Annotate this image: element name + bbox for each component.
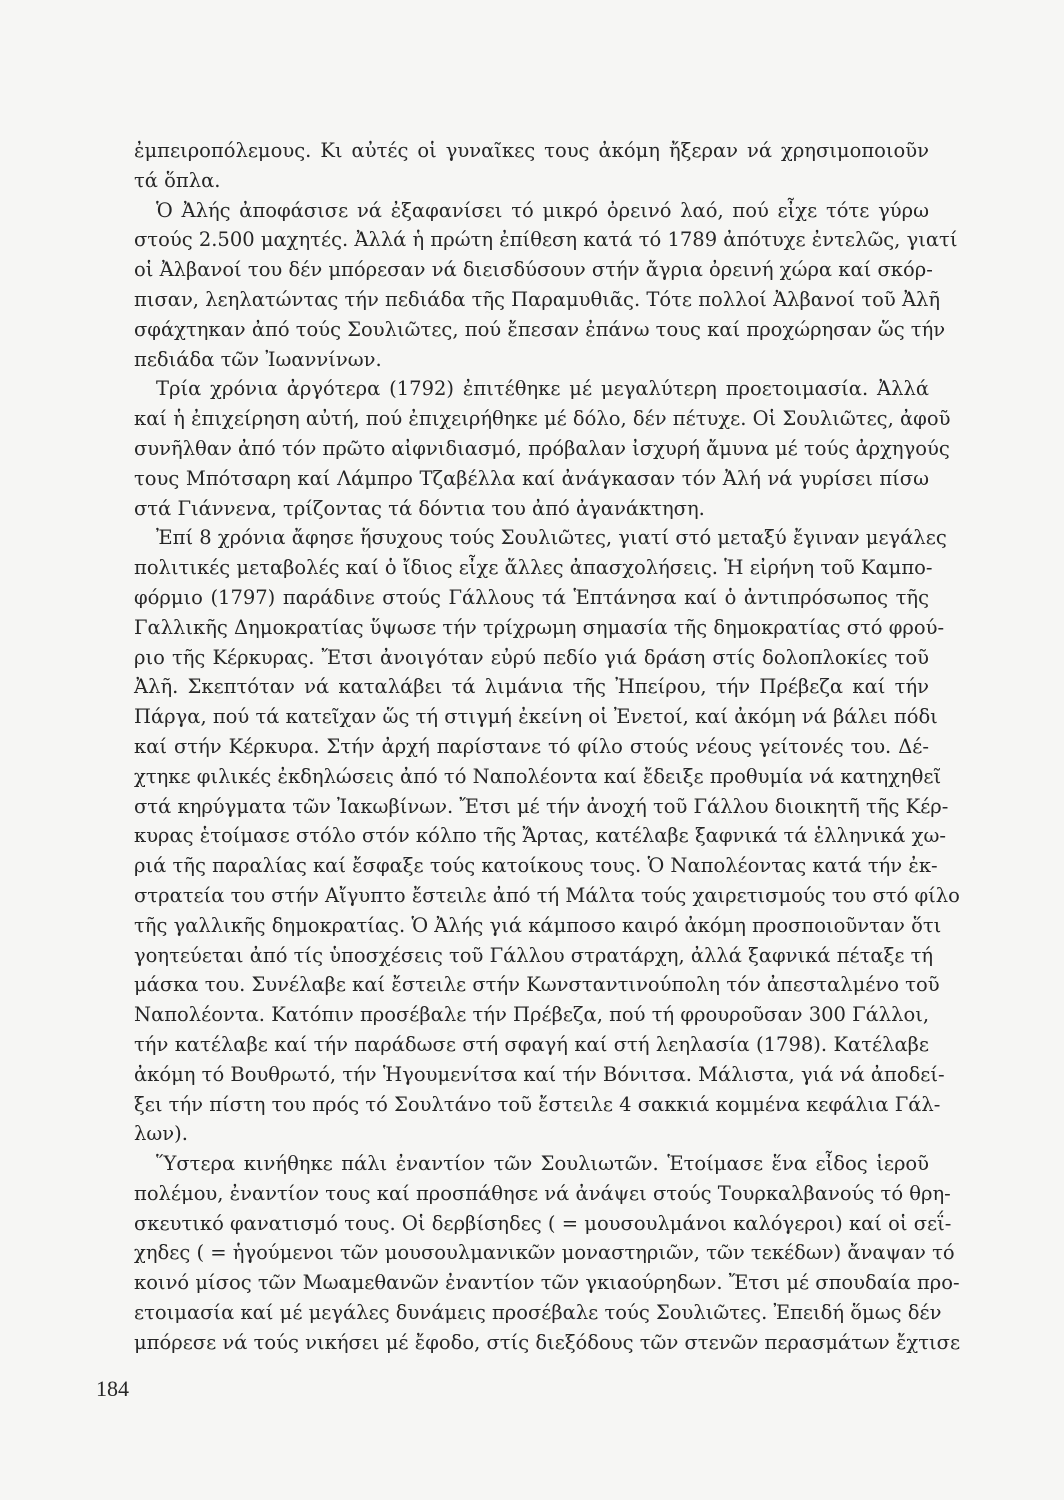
text-line: Ναπολέοντα. Κατόπιν προσέβαλε τήν Πρέβεζα, πού τή φρουροῦσαν 300 Γάλλοι, xyxy=(134,1003,930,1027)
text-line: Ἀλῆ. Σκεπτόταν νά καταλάβει τά λιμάνια τῆς Ἠπείρου, τήν Πρέβεζα καί τήν xyxy=(134,675,929,699)
text-line: πολιτικές μεταβολές καί ὁ ἴδιος εἶχε ἄλλες ἀπασχολήσεις. Ἡ εἰρήνη τοῦ Καμπο- xyxy=(134,556,933,580)
text-line: στρατεία του στήν Αἴγυπτο ἔστειλε ἀπό τή Μάλτα τούς χαιρετισμούς του στό φίλο xyxy=(134,883,960,907)
text-line: τῆς γαλλικῆς δημοκρατίας. Ὁ Ἀλής γιά κάμποσο καιρό ἀκόμη προσποιοῦνταν ὅτι xyxy=(134,913,942,937)
paragraph xyxy=(134,1149,961,1358)
text-line: Πάργα, πού τά κατεῖχαν ὥς τή στιγμή ἐκείνη οἱ Ἐνετοί, καί ἀκόμη νά βάλει πόδι xyxy=(134,705,938,729)
text-line: συνῆλθαν ἀπό τόν πρῶτο αἰφνιδιασμό, πρόβαλαν ἰσχυρή ἄμυνα μέ τούς ἀρχηγούς xyxy=(134,436,950,460)
text-line: ἀκόμη τό Βουθρωτό, τήν Ἡγουμενίτσα καί τήν Βόνιτσα. Μάλιστα, γιά νά ἀποδεί- xyxy=(134,1062,945,1086)
text-line: πολέμου, ἐναντίον τους καί προσπάθησε νά ἀνάψει στούς Τουρκαλβανούς τό θρη- xyxy=(134,1181,951,1205)
text-line: ξει τήν πίστη του πρός τό Σουλτάνο τοῦ ἔστειλε 4 σακκιά κομμένα κεφάλια Γάλ- xyxy=(134,1092,941,1116)
text-line: σκευτικό φανατισμό τους. Οἱ δερβίσηδες ( = μουσουλμάνοι καλόγεροι) καί οἱ σεΐ- xyxy=(134,1211,952,1235)
text-line: τά ὅπλα. xyxy=(134,168,221,192)
text-line: ριο τῆς Κέρκυρας. Ἔτσι ἀνοιγόταν εὐρύ πεδίο γιά δράση στίς δολοπλοκίες τοῦ xyxy=(134,645,929,669)
text-line: τήν κατέλαβε καί τήν παράδωσε στή σφαγή καί στή λεηλασία (1798). Κατέλαβε xyxy=(134,1032,929,1056)
text-line: κυρας ἑτοίμασε στόλο στόν κόλπο τῆς Ἄρτας, κατέλαβε ξαφνικά τά ἑλληνικά χω- xyxy=(134,824,946,848)
text-line: ετοιμασία καί μέ μεγάλες δυνάμεις προσέβαλε τούς Σουλιῶτες. Ἐπειδή ὅμως δέν xyxy=(134,1301,942,1325)
text-line: μάσκα του. Συνέλαβε καί ἔστειλε στήν Κωνσταντινούπολη τόν ἀπεσταλμένο τοῦ xyxy=(134,973,940,997)
body-text xyxy=(134,136,961,1358)
page-number: 184 xyxy=(96,1376,129,1401)
paragraph xyxy=(134,523,960,1149)
text-line: στά Γιάννενα, τρίζοντας τά δόντια του ἀπό ἀγανάκτηση. xyxy=(134,496,705,520)
text-line: τους Μπότσαρη καί Λάμπρο Τζαβέλλα καί ἀνάγκασαν τόν Ἀλή νά γυρίσει πίσω xyxy=(134,466,929,490)
text-line: φόρμιο (1797) παράδινε στούς Γάλλους τά Ἑπτάνησα καί ὁ ἀντιπρόσωπος τῆς xyxy=(134,585,929,609)
text-line: καί στήν Κέρκυρα. Στήν ἀρχή παρίστανε τό φίλο στούς νέους γείτονές του. Δέ- xyxy=(134,734,929,758)
paragraph xyxy=(134,196,958,375)
paragraph xyxy=(134,374,951,523)
text-line: σφάχτηκαν ἀπό τούς Σουλιῶτες, πού ἔπεσαν ἐπάνω τους καί προχώρησαν ὥς τήν xyxy=(134,317,946,341)
text-line: στούς 2.500 μαχητές. Ἀλλά ἡ πρώτη ἐπίθεση κατά τό 1789 ἀπότυχε ἐντελῶς, γιατί xyxy=(134,228,958,252)
text-line: χτηκε φιλικές ἐκδηλώσεις ἀπό τό Ναπολέοντα καί ἔδειξε προθυμία νά κατηχηθεῖ xyxy=(134,764,942,788)
text-line: στά κηρύγματα τῶν Ἰακωβίνων. Ἔτσι μέ τήν ἀνοχή τοῦ Γάλλου διοικητῆ τῆς Κέρ- xyxy=(134,794,949,818)
text-line: οἱ Ἀλβανοί του δέν μπόρεσαν νά διεισδύσουν στήν ἄγρια ὀρεινή χώρα καί σκόρ- xyxy=(134,258,933,282)
text-line: μπόρεσε νά τούς νικήσει μέ ἔφοδο, στίς διεξόδους τῶν στενῶν περασμάτων ἔχτισε xyxy=(134,1330,961,1354)
text-line: λων). xyxy=(134,1122,188,1146)
text-line: πισαν, λεηλατώντας τήν πεδιάδα τῆς Παραμυθιᾶς. Τότε πολλοί Ἀλβανοί τοῦ Ἀλῆ xyxy=(134,287,941,311)
text-line: γοητεύεται ἀπό τίς ὑποσχέσεις τοῦ Γάλλου στρατάρχη, ἀλλά ξαφνικά πέταξε τή xyxy=(134,943,934,967)
text-line: πεδιάδα τῶν Ἰωαννίνων. xyxy=(134,347,382,371)
text-line: Ἐπί 8 χρόνια ἄφησε ἥσυχους τούς Σουλιῶτες, γιατί στό μεταξύ ἔγιναν μεγάλες xyxy=(156,526,947,550)
text-line: Ὁ Ἀλής ἀποφάσισε νά ἐξαφανίσει τό μικρό ὀρεινό λαό, πού εἶχε τότε γύρω xyxy=(156,198,929,222)
text-line: ἐμπειροπόλεμους. Κι αὐτές οἱ γυναῖκες τους ἀκόμη ἤξεραν νά χρησιμοποιοῦν xyxy=(134,139,929,162)
text-line: Ὕστερα κινήθηκε πάλι ἐναντίον τῶν Σουλιωτῶν. Ἑτοίμασε ἕνα εἶδος ἱεροῦ xyxy=(156,1152,929,1176)
text-line: Τρία χρόνια ἀργότερα (1792) ἐπιτέθηκε μέ μεγαλύτερη προετοιμασία. Ἀλλά xyxy=(156,377,929,401)
text-line: κοινό μίσος τῶν Μωαμεθανῶν ἐναντίον τῶν γκιαούρηδων. Ἔτσι μέ σπουδαία προ- xyxy=(134,1271,960,1295)
text-line: Γαλλικῆς Δημοκρατίας ὕψωσε τήν τρίχρωμη σημασία τῆς δημοκρατίας στό φρού- xyxy=(134,615,945,639)
text-line: ριά τῆς παραλίας καί ἔσφαξε τούς κατοίκους τους. Ὁ Ναπολέοντας κατά τήν ἐκ- xyxy=(134,854,938,878)
text-line: καί ἡ ἐπιχείρηση αὐτή, πού ἐπιχειρήθηκε μέ δόλο, δέν πέτυχε. Οἱ Σουλιῶτες, ἀφοῦ xyxy=(134,407,951,431)
text-line: χηδες ( = ἡγούμενοι τῶν μουσουλμανικῶν μοναστηριῶν, τῶν τεκέδων) ἄναψαν τό xyxy=(134,1241,955,1265)
paragraph xyxy=(134,136,929,196)
